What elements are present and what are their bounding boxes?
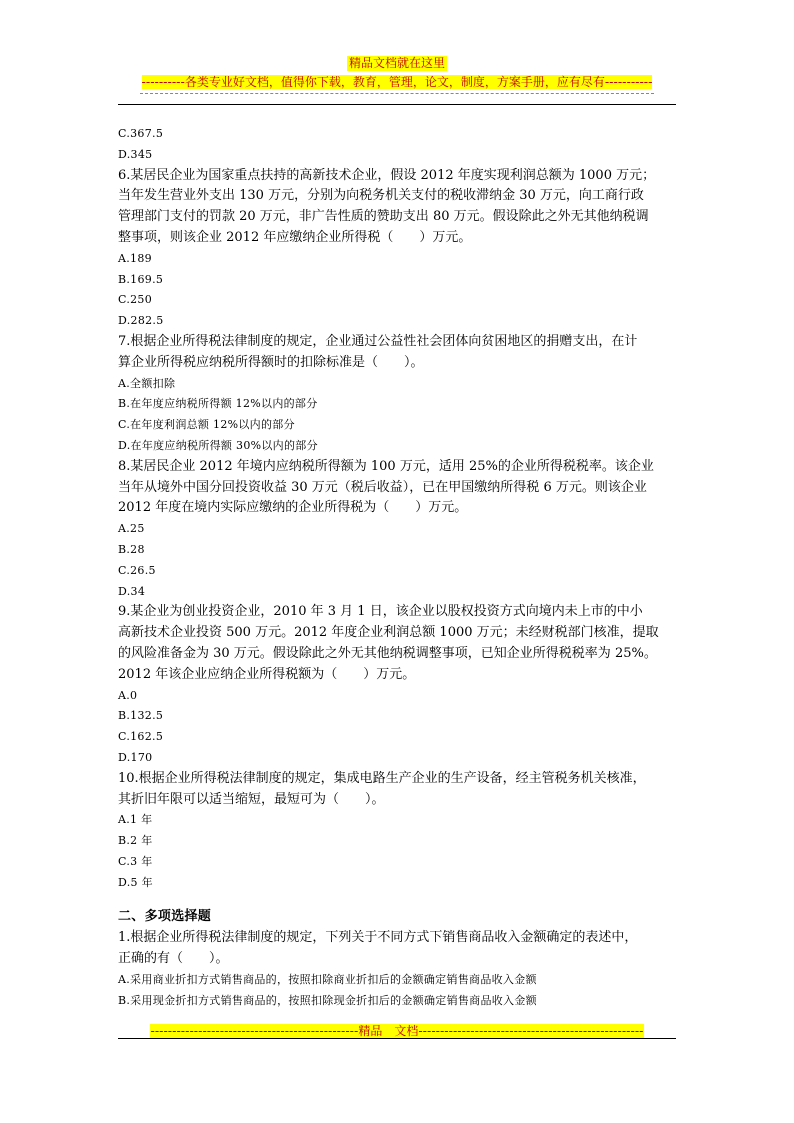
header-subtitle: ----------各类专业好文档，值得你下载，教育，管理，论文，制度，方案手册，应有尽有-----------	[141, 75, 653, 89]
question-text: 当年从境外中国分回投资收益 30 万元（税后收益），已在甲国缴纳所得税 6 万元。则该企业	[118, 479, 647, 495]
page-header	[0, 52, 794, 90]
answer-option: B.169.5	[118, 272, 164, 286]
question-text: 9.某企业为创业投资企业，2010 年 3 月 1 日，该企业以股权投资方式向境内未上市的中小	[118, 604, 643, 620]
footer-rule	[118, 1038, 676, 1039]
page-footer	[118, 1020, 676, 1039]
answer-option: D.345	[118, 147, 153, 161]
section-heading: 二、多项选择题	[118, 909, 212, 925]
answer-option: C.367.5	[118, 127, 164, 140]
header-title: 精品文档就在这里	[348, 56, 445, 70]
answer-option: C.26.5	[118, 563, 156, 577]
answer-option: A.采用商业折扣方式销售商品的，按照扣除商业折扣后的金额确定销售商品收入金额	[118, 972, 537, 986]
answer-option: D.在年度应纳税所得额 30%以内的部分	[118, 438, 318, 452]
question-text: 管理部门支付的罚款 20 万元，非广告性质的赞助支出 80 万元。假设除此之外无其他纳税调	[118, 209, 649, 225]
answer-option: C.3 年	[118, 854, 153, 868]
question-text: 6.某居民企业为国家重点扶持的高新技术企业，假设 2012 年度实现利润总额为 1000 万元；	[118, 167, 656, 183]
question-text: 8.某居民企业 2012 年境内应纳税所得额为 100 万元，适用 25%的企业所得税税率。该企业	[118, 458, 654, 474]
question-text: 高新技术企业投资 500 万元。2012 年度企业利润总额 1000 万元；未经财税部门核准，提取	[118, 625, 659, 641]
footer-text: ------------------------------------------------精品 文档----------------------------------------------------	[150, 1024, 644, 1038]
answer-option: D.5 年	[118, 875, 153, 889]
document-body	[118, 124, 678, 1011]
answer-option: C.162.5	[118, 730, 164, 744]
answer-option: D.282.5	[118, 314, 164, 328]
question-text: 正确的有（ ）。	[118, 951, 229, 967]
question-text: 2012 年该企业应纳企业所得税额为（ ）万元。	[118, 666, 416, 682]
answer-option: A.全额扣除	[118, 376, 176, 390]
answer-option: B.28	[118, 542, 145, 556]
answer-option: B.132.5	[118, 709, 164, 723]
question-text: 1.根据企业所得税法律制度的规定，下列关于不同方式下销售商品收入金额确定的表述中，	[118, 930, 638, 946]
answer-option: B.在年度应纳税所得额 12%以内的部分	[118, 397, 318, 411]
header-dotted-divider	[140, 93, 654, 94]
answer-option: D.170	[118, 750, 153, 764]
question-text: 当年发生营业外支出 130 万元，分别为向税务机关支付的税收滞纳金 30 万元，向工商行政	[118, 188, 644, 204]
answer-option: A.0	[118, 688, 138, 702]
answer-option: B.2 年	[118, 834, 153, 848]
question-text: 10.根据企业所得税法律制度的规定，集成电路生产企业的生产设备，经主管税务机关核准，	[118, 770, 646, 786]
question-text: 2012 年度在境内实际应缴纳的企业所得税为（ ）万元。	[118, 500, 468, 516]
answer-option: C.250	[118, 293, 153, 307]
answer-option: A.189	[118, 251, 152, 265]
answer-option: C.在年度利润总额 12%以内的部分	[118, 418, 295, 432]
answer-option: A.25	[118, 522, 145, 536]
question-text: 的风险准备金为 30 万元。假设除此之外无其他纳税调整事项，已知企业所得税税率为 25%。	[118, 645, 657, 661]
answer-option: A.1 年	[118, 813, 153, 827]
question-text: 其折旧年限可以适当缩短，最短可为（ ）。	[118, 791, 385, 807]
question-text: 算企业所得税应纳税所得额时的扣除标准是（ ）。	[118, 354, 424, 370]
question-text: 7.根据企业所得税法律制度的规定，企业通过公益性社会团体向贫困地区的捐赠支出，在计	[118, 333, 638, 349]
header-rule	[118, 104, 676, 105]
answer-option: D.34	[118, 584, 146, 598]
answer-option: B.采用现金折扣方式销售商品的，按照扣除现金折扣后的金额确定销售商品收入金额	[118, 993, 537, 1007]
question-text: 整事项，则该企业 2012 年应缴纳企业所得税（ ）万元。	[118, 229, 472, 245]
